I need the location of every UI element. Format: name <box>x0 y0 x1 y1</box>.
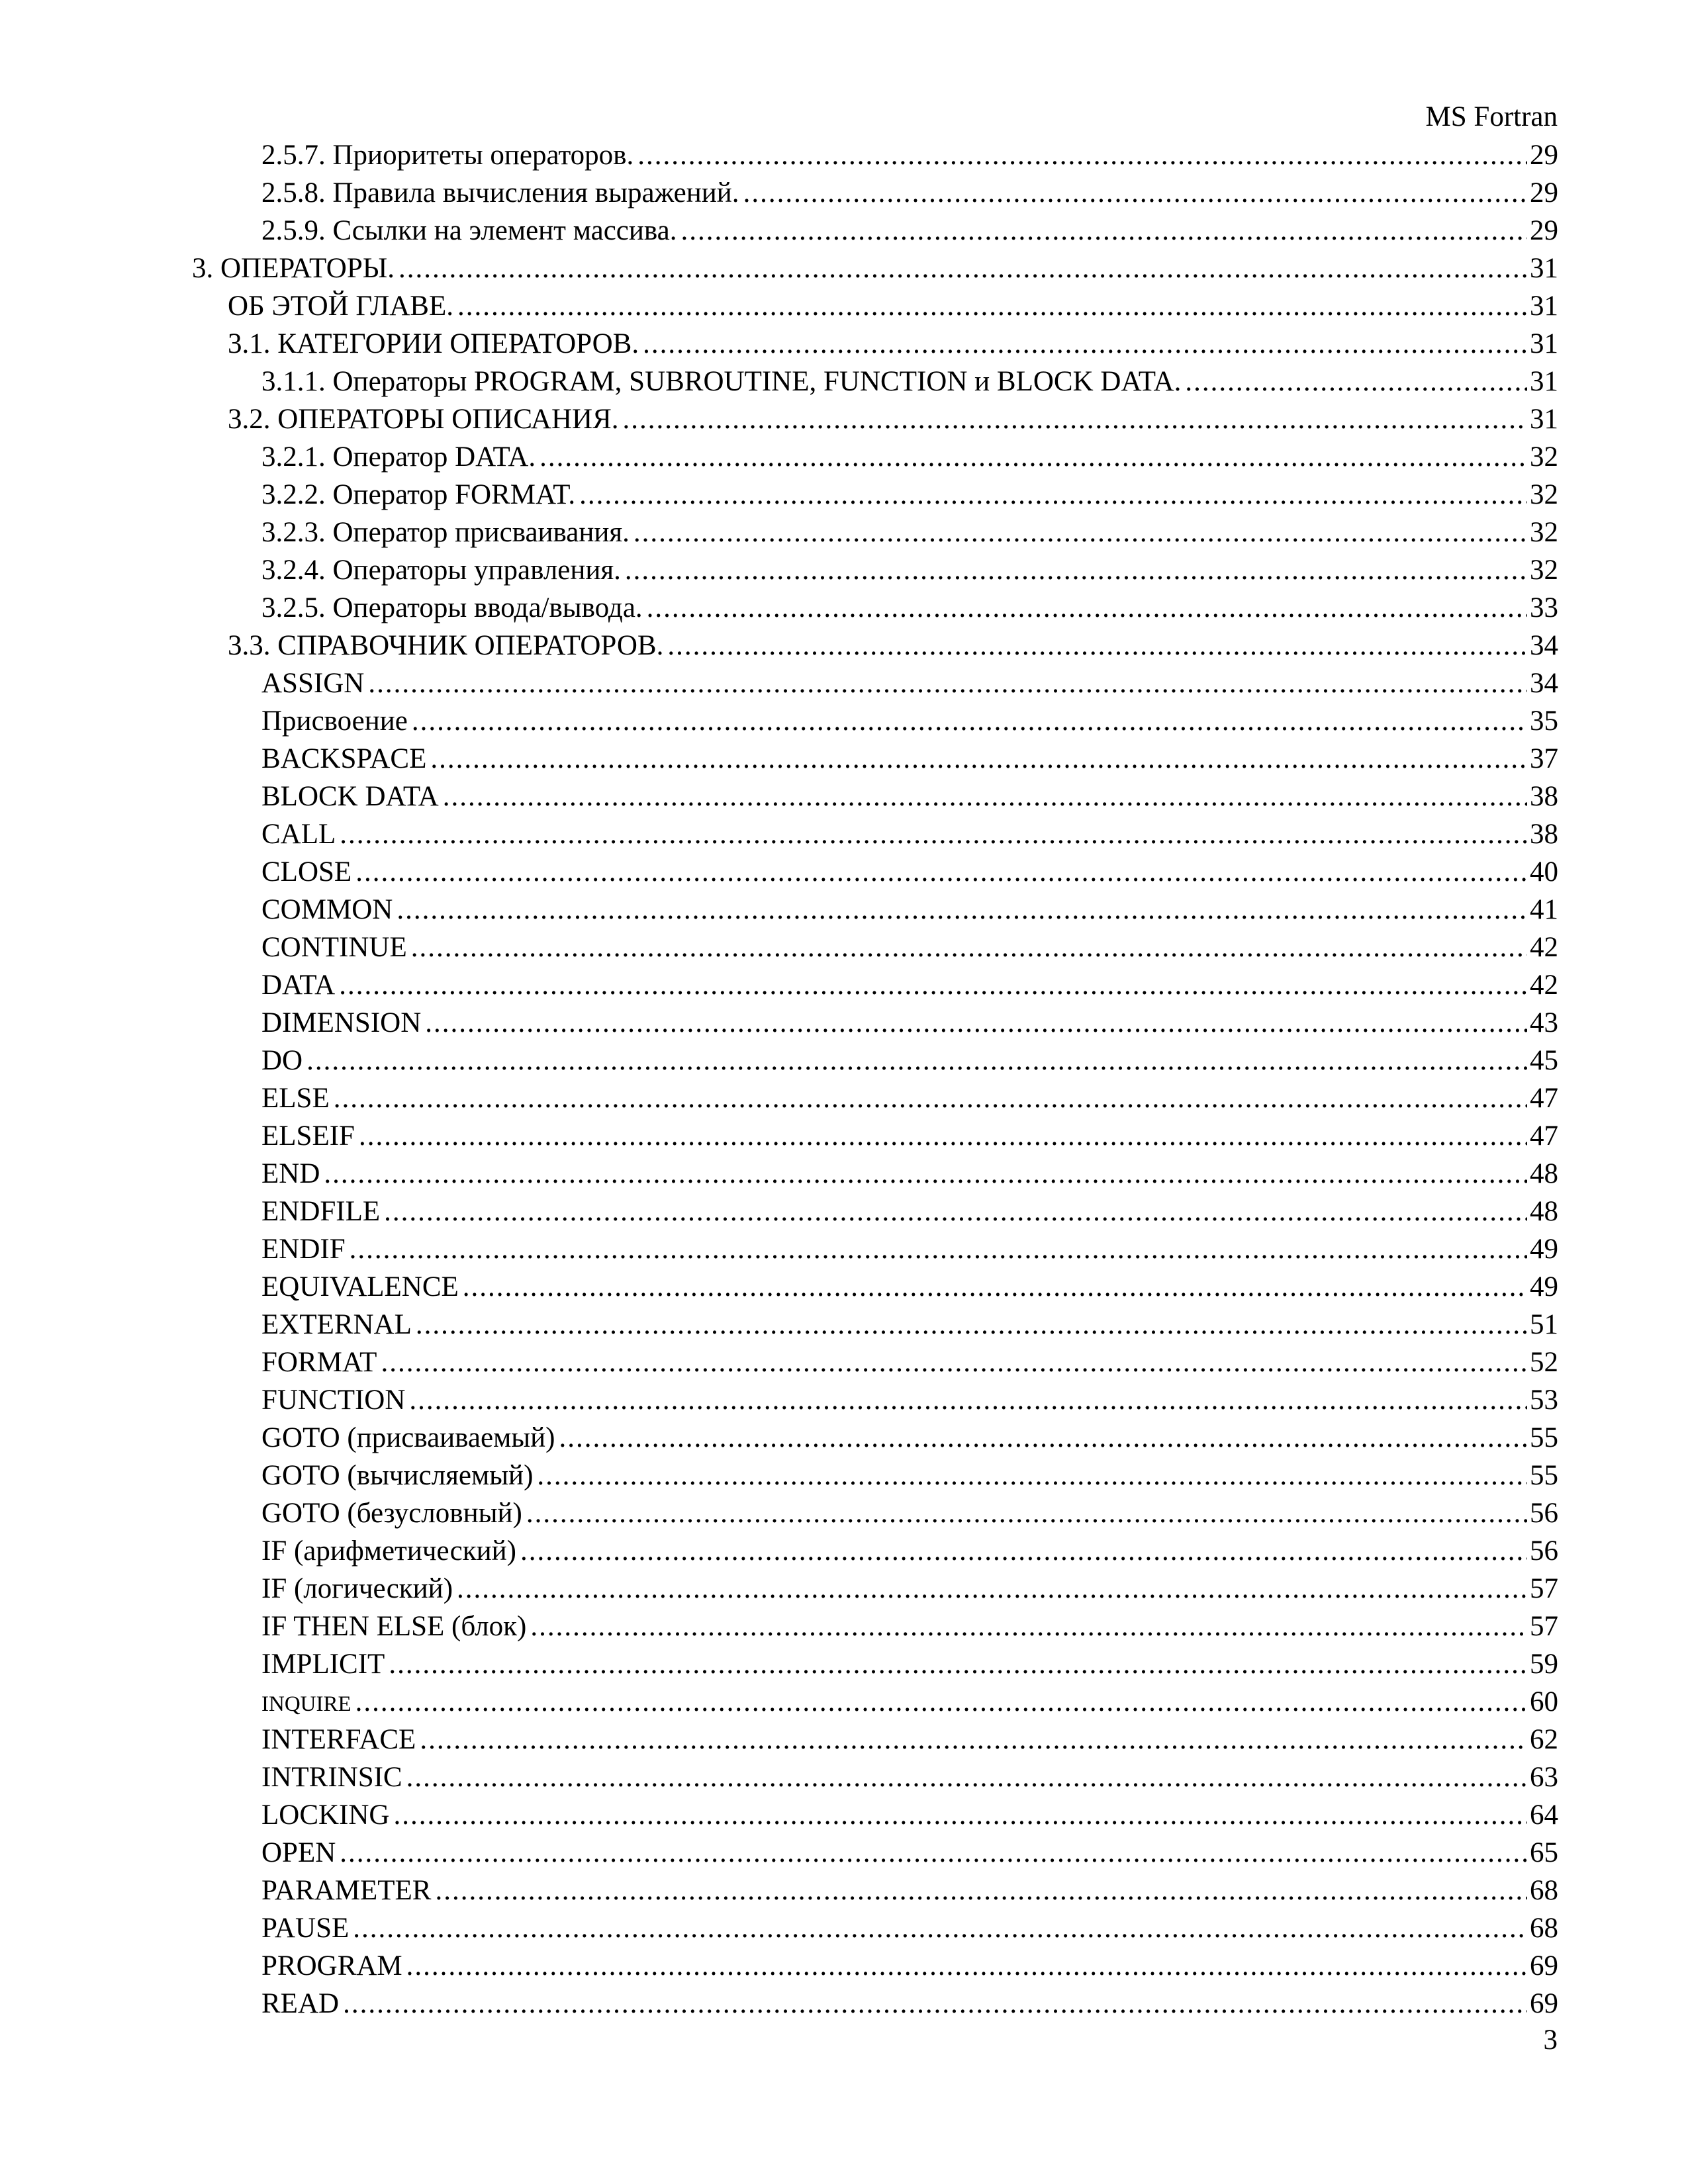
toc-entry-title: OPEN <box>261 1837 336 1868</box>
dot-leader <box>339 966 1527 1004</box>
toc-entry-title: 2.5.7. Приоритеты операторов. <box>261 140 634 171</box>
dot-leader <box>381 1343 1527 1381</box>
toc-entry-title: GOTO (вычисляемый) <box>261 1460 534 1491</box>
toc-entry[interactable] <box>0 1306 1558 1343</box>
toc-entry[interactable] <box>0 438 1558 476</box>
toc-entry[interactable] <box>0 1532 1558 1570</box>
dot-leader <box>306 1042 1527 1079</box>
dot-leader <box>743 174 1527 212</box>
dot-leader <box>355 1683 1527 1721</box>
toc-entry[interactable] <box>0 740 1558 778</box>
toc-entry-page: 47 <box>1530 1120 1558 1152</box>
toc-entry-title: INTRINSIC <box>261 1762 402 1793</box>
toc-entry-page: 55 <box>1530 1422 1558 1453</box>
toc-entry-title: GOTO (присваиваемый) <box>261 1422 555 1453</box>
dot-leader <box>353 1909 1527 1947</box>
toc-entry-title: 3.2.2. Оператор FORMAT. <box>261 479 576 510</box>
dot-leader <box>411 929 1527 966</box>
dot-leader <box>643 325 1527 363</box>
toc-entry-page: 29 <box>1530 177 1558 208</box>
dot-leader <box>340 815 1527 853</box>
toc-entry-page: 56 <box>1530 1498 1558 1529</box>
toc-entry-title: DATA <box>261 970 336 1001</box>
toc-entry-title: 3.2.5. Операторы ввода/вывода. <box>261 592 643 623</box>
toc-entry-page: 34 <box>1530 630 1558 661</box>
toc-entry[interactable] <box>0 250 1558 287</box>
dot-leader <box>389 1645 1527 1683</box>
dot-leader <box>412 702 1527 740</box>
toc-entry-title: READ <box>261 1988 340 2019</box>
toc-entry-page: 55 <box>1530 1460 1558 1491</box>
toc-entry-title: 3.2.3. Оператор присваивания. <box>261 517 630 548</box>
dot-leader <box>384 1193 1527 1230</box>
toc-entry-title: BACKSPACE <box>261 743 427 774</box>
dot-leader <box>399 250 1527 287</box>
toc-entry-title: END <box>261 1158 320 1189</box>
toc-entry-page: 31 <box>1530 328 1558 359</box>
toc-entry-page: 32 <box>1530 441 1558 473</box>
dot-leader <box>457 287 1527 325</box>
toc-entry-title: INTERFACE <box>261 1724 416 1755</box>
toc-entry[interactable] <box>0 476 1558 514</box>
dot-leader <box>520 1532 1527 1570</box>
toc-entry-page: 69 <box>1530 1988 1558 2019</box>
toc-entry-page: 31 <box>1530 253 1558 284</box>
dot-leader <box>680 212 1527 250</box>
dot-leader <box>340 1834 1527 1872</box>
dot-leader <box>667 627 1527 664</box>
toc-entry-title: FORMAT <box>261 1347 377 1378</box>
toc-entry[interactable] <box>0 815 1558 853</box>
toc-entry[interactable] <box>0 1872 1558 1909</box>
toc-entry-title: DO <box>261 1045 303 1076</box>
toc-entry-title: 3.1.1. Операторы PROGRAM, SUBROUTINE, FUNCTION и BLOCK DATA. <box>261 366 1182 397</box>
toc-entry-title: 2.5.9. Ссылки на элемент массива. <box>261 215 677 246</box>
toc-entry-page: 69 <box>1530 1950 1558 1981</box>
dot-leader <box>368 664 1527 702</box>
toc-entry[interactable] <box>0 1608 1558 1645</box>
toc-entry[interactable] <box>0 325 1558 363</box>
toc-entry-page: 40 <box>1530 856 1558 887</box>
toc-entry-page: 35 <box>1530 705 1558 737</box>
toc-entry-title: CONTINUE <box>261 932 407 963</box>
toc-entry-title: 3.2. ОПЕРАТОРЫ ОПИСАНИЯ. <box>228 404 619 435</box>
toc-entry-page: 33 <box>1530 592 1558 623</box>
toc-entry-title: BLOCK DATA <box>261 781 439 812</box>
dot-leader <box>463 1268 1527 1306</box>
dot-leader <box>430 740 1527 778</box>
toc-entry-page: 59 <box>1530 1649 1558 1680</box>
toc-entry-title: EQUIVALENCE <box>261 1271 459 1302</box>
toc-entry-page: 32 <box>1530 517 1558 548</box>
toc-entry[interactable] <box>0 1155 1558 1193</box>
dot-leader <box>324 1155 1527 1193</box>
toc-entry-title: INQUIRE <box>261 1692 352 1716</box>
dot-leader <box>406 1947 1527 1985</box>
toc-entry[interactable] <box>0 1834 1558 1872</box>
toc-entry-page: 29 <box>1530 215 1558 246</box>
toc-entry[interactable] <box>0 514 1558 551</box>
toc-entry-title: CLOSE <box>261 856 352 887</box>
toc-entry-title: DIMENSION <box>261 1007 422 1038</box>
toc-entry[interactable] <box>0 1004 1558 1042</box>
dot-leader <box>637 136 1527 174</box>
toc-entry[interactable] <box>0 1947 1558 1985</box>
toc-entry[interactable] <box>0 929 1558 966</box>
toc-entry[interactable] <box>0 136 1558 174</box>
toc-entry[interactable] <box>0 1985 1558 2023</box>
dot-leader <box>633 514 1527 551</box>
toc-entry-page: 37 <box>1530 743 1558 774</box>
toc-entry-title: COMMON <box>261 894 393 925</box>
toc-entry-title: EXTERNAL <box>261 1309 412 1340</box>
toc-entry[interactable] <box>0 363 1558 400</box>
toc-entry-page: 47 <box>1530 1083 1558 1114</box>
toc-entry-page: 62 <box>1530 1724 1558 1755</box>
dot-leader <box>579 476 1527 514</box>
toc-entry[interactable] <box>0 551 1558 589</box>
toc-entry-title: IF (арифметический) <box>261 1535 516 1567</box>
toc-entry[interactable] <box>0 1117 1558 1155</box>
dot-leader <box>647 589 1527 627</box>
toc-entry[interactable] <box>0 1683 1558 1721</box>
dot-leader <box>457 1570 1527 1608</box>
toc-entry-page: 42 <box>1530 970 1558 1001</box>
dot-leader <box>350 1230 1527 1268</box>
toc-entry[interactable] <box>0 400 1558 438</box>
toc-entry[interactable] <box>0 1457 1558 1494</box>
toc-entry-title: ENDIF <box>261 1234 346 1265</box>
toc-entry-title: CALL <box>261 819 336 850</box>
dot-leader <box>409 1381 1527 1419</box>
toc-entry-page: 49 <box>1530 1271 1558 1302</box>
toc-entry-page: 53 <box>1530 1385 1558 1416</box>
dot-leader <box>443 778 1527 815</box>
toc-entry[interactable] <box>0 1343 1558 1381</box>
running-header: MS Fortran <box>1425 101 1558 132</box>
toc-entry-page: 48 <box>1530 1158 1558 1189</box>
toc-entry-title: 2.5.8. Правила вычисления выражений. <box>261 177 739 208</box>
dot-leader <box>425 1004 1527 1042</box>
toc-entry[interactable] <box>0 1042 1558 1079</box>
toc-entry-page: 41 <box>1530 894 1558 925</box>
toc-entry[interactable] <box>0 1419 1558 1457</box>
toc-entry-title: GOTO (безусловный) <box>261 1498 522 1529</box>
page-number: 3 <box>1543 2025 1558 2056</box>
toc-entry[interactable] <box>0 778 1558 815</box>
toc-entry-page: 68 <box>1530 1913 1558 1944</box>
toc-entry[interactable] <box>0 212 1558 250</box>
toc-entry-page: 31 <box>1530 366 1558 397</box>
toc-entry-title: ОБ ЭТОЙ ГЛАВЕ. <box>228 291 453 322</box>
toc-entry-title: PARAMETER <box>261 1875 432 1906</box>
toc-entry-page: 57 <box>1530 1573 1558 1604</box>
toc-entry-page: 43 <box>1530 1007 1558 1038</box>
dot-leader <box>526 1494 1527 1532</box>
toc-entry-title: ELSE <box>261 1083 330 1114</box>
toc-entry-title: ENDFILE <box>261 1196 381 1227</box>
toc-entry[interactable] <box>0 1230 1558 1268</box>
toc-entry-page: 48 <box>1530 1196 1558 1227</box>
toc-entry-page: 32 <box>1530 555 1558 586</box>
toc-entry-title: Присвоение <box>261 705 408 737</box>
toc-entry[interactable] <box>0 1079 1558 1117</box>
toc-entry[interactable] <box>0 1721 1558 1758</box>
toc-entry-page: 56 <box>1530 1535 1558 1567</box>
toc-entry[interactable] <box>0 1645 1558 1683</box>
toc-entry[interactable] <box>0 664 1558 702</box>
toc-entry[interactable] <box>0 1796 1558 1834</box>
toc-entry-page: 63 <box>1530 1762 1558 1793</box>
toc-entry[interactable] <box>0 1909 1558 1947</box>
dot-leader <box>334 1079 1527 1117</box>
toc-entry-title: 3.1. КАТЕГОРИИ ОПЕРАТОРОВ. <box>228 328 639 359</box>
toc-entry-title: 3.2.1. Оператор DATA. <box>261 441 536 473</box>
dot-leader <box>623 400 1527 438</box>
toc-entry-title: IF THEN ELSE (блок) <box>261 1611 527 1642</box>
toc-entry-title: FUNCTION <box>261 1385 406 1416</box>
toc-entry[interactable] <box>0 702 1558 740</box>
toc-entry[interactable] <box>0 1494 1558 1532</box>
dot-leader <box>393 1796 1527 1834</box>
toc-entry-page: 29 <box>1530 140 1558 171</box>
toc-entry-title: 3.3. СПРАВОЧНИК ОПЕРАТОРОВ. <box>228 630 664 661</box>
dot-leader <box>416 1306 1527 1343</box>
dot-leader <box>1185 363 1527 400</box>
toc-entry[interactable] <box>0 1381 1558 1419</box>
dot-leader <box>397 891 1527 929</box>
dot-leader <box>435 1872 1527 1909</box>
toc-entry[interactable] <box>0 627 1558 664</box>
toc-entry[interactable] <box>0 891 1558 929</box>
toc-entry-title: PAUSE <box>261 1913 350 1944</box>
toc-entry-page: 64 <box>1530 1799 1558 1831</box>
toc-entry-title: 3. ОПЕРАТОРЫ. <box>192 253 395 284</box>
dot-leader <box>406 1758 1527 1796</box>
toc-entry[interactable] <box>0 966 1558 1004</box>
dot-leader <box>537 1457 1527 1494</box>
toc-entry-title: ELSEIF <box>261 1120 355 1152</box>
toc-entry[interactable] <box>0 174 1558 212</box>
toc-entry-title: 3.2.4. Операторы управления. <box>261 555 621 586</box>
toc-entry-title: LOCKING <box>261 1799 390 1831</box>
dot-leader <box>559 1419 1527 1457</box>
toc-entry[interactable] <box>0 853 1558 891</box>
toc-entry-page: 31 <box>1530 291 1558 322</box>
toc-entry-page: 60 <box>1530 1686 1558 1717</box>
toc-entry[interactable] <box>0 1570 1558 1608</box>
toc-entry[interactable] <box>0 1193 1558 1230</box>
dot-leader <box>420 1721 1527 1758</box>
toc-entry-page: 42 <box>1530 932 1558 963</box>
toc-entry[interactable] <box>0 589 1558 627</box>
toc-entry[interactable] <box>0 1268 1558 1306</box>
toc-entry-page: 34 <box>1530 668 1558 699</box>
toc-entry-page: 49 <box>1530 1234 1558 1265</box>
dot-leader <box>343 1985 1527 2023</box>
toc-entry-page: 57 <box>1530 1611 1558 1642</box>
toc-entry-title: IF (логический) <box>261 1573 453 1604</box>
toc-entry[interactable] <box>0 287 1558 325</box>
toc-entry-page: 38 <box>1530 781 1558 812</box>
dot-leader <box>539 438 1527 476</box>
dot-leader <box>625 551 1527 589</box>
toc-entry-page: 51 <box>1530 1309 1558 1340</box>
toc-entry-title: IMPLICIT <box>261 1649 385 1680</box>
dot-leader <box>355 853 1527 891</box>
toc-entry-page: 32 <box>1530 479 1558 510</box>
toc-entry-page: 45 <box>1530 1045 1558 1076</box>
toc-entry-page: 52 <box>1530 1347 1558 1378</box>
toc-entry-title: ASSIGN <box>261 668 365 699</box>
dot-leader <box>359 1117 1527 1155</box>
toc-entry-page: 65 <box>1530 1837 1558 1868</box>
toc-entry-page: 68 <box>1530 1875 1558 1906</box>
toc-entry-page: 38 <box>1530 819 1558 850</box>
toc-entry-page: 31 <box>1530 404 1558 435</box>
toc-entry[interactable] <box>0 1758 1558 1796</box>
dot-leader <box>530 1608 1527 1645</box>
toc-entry-title: PROGRAM <box>261 1950 402 1981</box>
